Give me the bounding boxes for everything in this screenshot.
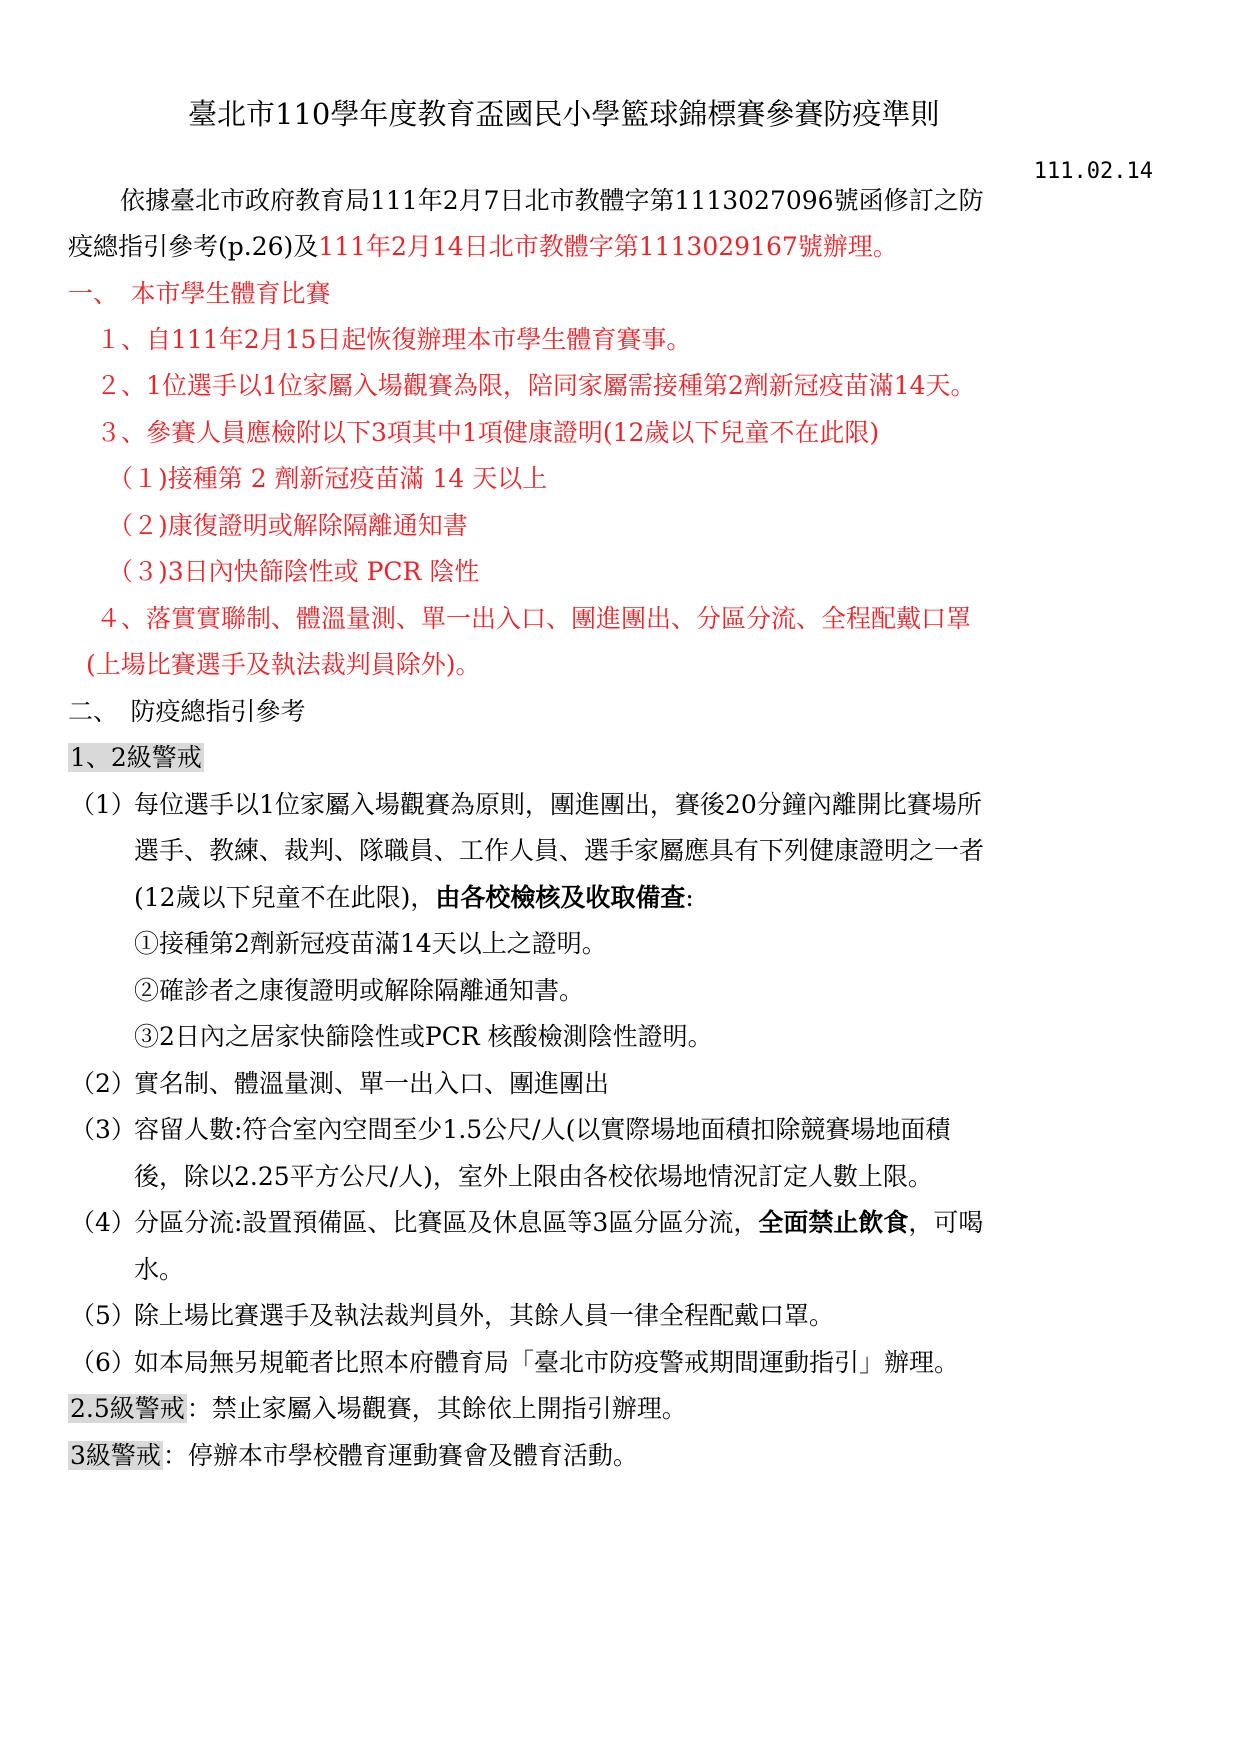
point-1-line-3 [134,872,694,924]
point-3-line-1: 容留人數:符合室內空間至少1.5公尺/人(以實際場地面積扣除競賽場地面積 [134,1115,951,1144]
point-5-text: 除上場比賽選手及執法裁判員外，其餘人員一律全程配戴口罩。 [134,1301,835,1330]
section-2-heading: 二、 防疫總指引參考 [68,697,306,726]
section-1-item-2: ２、1位選手以1位家屬入場觀賽為限，陪同家屬需接種第2劑新冠疫苗滿14天。 [96,371,976,400]
level-2-5-line [68,1383,687,1435]
section-1-heading: 一、 本市學生體育比賽 [68,279,331,308]
point-2-text: 實名制、體溫量測、單一出入口、團進團出 [134,1069,610,1098]
section-1-item-4-line-1: ４、落實實聯制、體溫量測、單一出入口、團進團出、分區分流、全程配戴口罩 [96,604,972,633]
document-date: 111.02.14 [1033,159,1153,184]
level-3-text: ：停辦本市學校體育運動賽會及體育活動。 [162,1441,638,1470]
point-1-cert-3: ③2日內之居家快篩陰性或PCR 核酸檢測陰性證明。 [134,1022,713,1051]
point-4-number: （4） [70,1208,136,1237]
intro-line-1: 依據臺北市政府教育局111年2月7日北市教體字第1113027096號函修訂之防 [120,186,984,215]
level-3-line [68,1430,638,1482]
point-6-number: （6） [70,1348,136,1377]
point-4-line-1-c: ，可喝 [908,1208,984,1237]
section-1-sub-1: （１)接種第 2 劑新冠疫苗滿 14 天以上 [108,464,548,493]
intro-line-2-red: 111年2月14日北市教體字第1113029167號辦理。 [318,232,898,261]
point-3-number: （3） [70,1115,136,1144]
point-1-line-3-a: (12歲以下兒童不在此限)， [134,883,436,912]
point-1-line-1: 每位選手以1位家屬入場觀賽為原則，團進團出，賽後20分鐘內離開比賽場所 [134,790,982,819]
point-4-line-1-a: 分區分流:設置預備區、比賽區及休息區等3區分區分流， [134,1208,759,1237]
point-1-line-3-bold: 由各校檢核及收取備查 [435,883,686,912]
level-2-5-label: 2.5級警戒 [70,1394,185,1423]
intro-line-2-black: 疫總指引參考(p.26)及 [68,232,319,261]
point-5-number: （5） [70,1301,136,1330]
section-1-sub-2: （２)康復證明或解除隔離通知書 [108,511,468,540]
section-1-item-4-line-2: (上場比賽選手及執法裁判員除外)。 [86,650,481,679]
point-1-cert-1: ①接種第2劑新冠疫苗滿14天以上之證明。 [134,929,607,958]
point-3-line-2: 後，除以2.25平方公尺/人)，室外上限由各校依場地情況訂定人數上限。 [134,1162,933,1191]
point-1-number: （1） [70,790,136,819]
section-1-item-3: ３、參賽人員應檢附以下3項其中1項健康證明(12歲以下兒童不在此限) [96,418,880,447]
point-1-line-2: 選手、教練、裁判、隊職員、工作人員、選手家屬應具有下列健康證明之一者 [134,836,985,865]
point-2-number: （2） [70,1069,136,1098]
point-4-line-1 [134,1197,983,1249]
level-2-label-highlight: 1、2級警戒 [70,743,202,772]
point-6-text: 如本局無另規範者比照本府體育局「臺北市防疫警戒期間運動指引」辦理。 [134,1348,960,1377]
point-4-line-1-bold: 全面禁止飲食 [758,1208,909,1237]
level-3-label: 3級警戒 [70,1441,161,1470]
document-title: 臺北市110學年度教育盃國民小學籃球錦標賽參賽防疫準則 [188,97,940,131]
section-1-item-1: １、自111年2月15日起恢復辦理本市學生體育賽事。 [96,325,692,354]
point-1-cert-2: ②確診者之康復證明或解除隔離通知書。 [134,976,585,1005]
point-1-line-3-c: : [685,883,694,912]
section-1-sub-3: （３)3日內快篩陰性或 PCR 陰性 [108,557,480,586]
point-4-line-2: 水。 [134,1255,185,1284]
level-2-5-text: ：禁止家屬入場觀賽，其餘依上開指引辦理。 [186,1394,687,1423]
intro-line-2 [68,221,898,273]
level-2-label [68,732,204,784]
